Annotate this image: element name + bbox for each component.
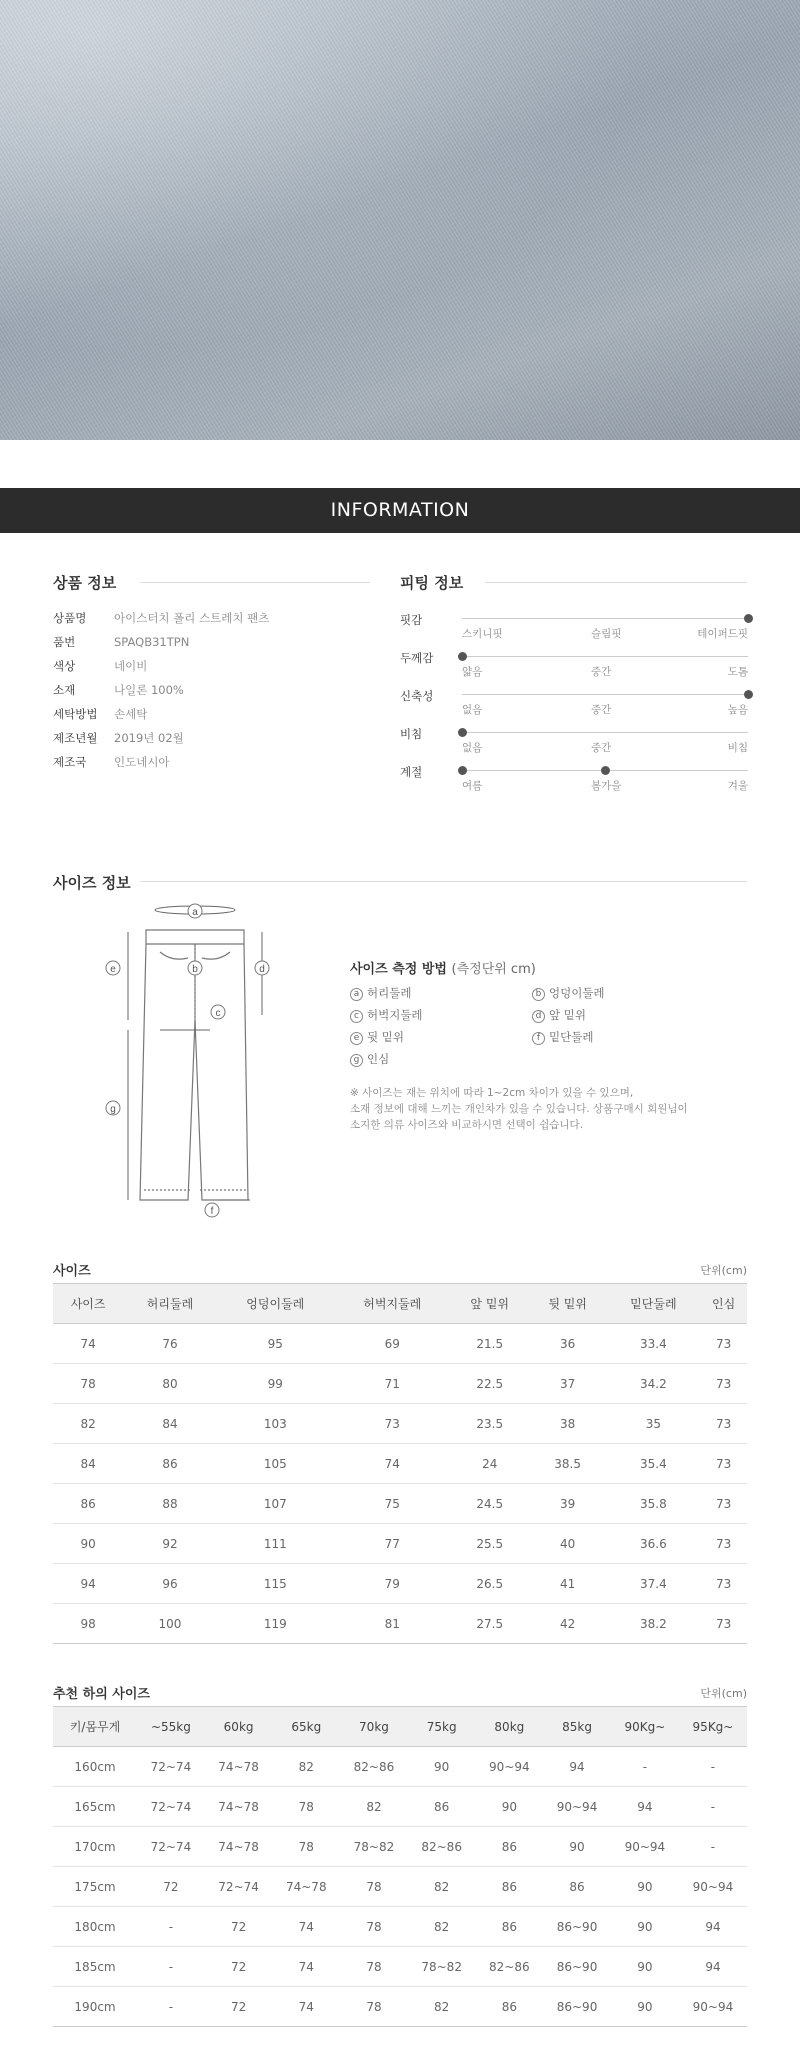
table-cell: 38 <box>529 1404 607 1444</box>
table-cell: 82 <box>408 1907 476 1947</box>
table-cell: 72~74 <box>205 1867 273 1907</box>
column-header: 앞 밑위 <box>451 1284 529 1324</box>
fitting-key: 두께감 <box>400 651 434 665</box>
table-cell: 86 <box>123 1444 217 1484</box>
table-cell: 73 <box>700 1604 747 1644</box>
table-cell: 77 <box>334 1524 451 1564</box>
table-cell: 73 <box>334 1404 451 1444</box>
table-cell: 78~82 <box>408 1947 476 1987</box>
table-cell: 74~78 <box>205 1747 273 1787</box>
table-cell: 88 <box>123 1484 217 1524</box>
table-cell: 81 <box>334 1604 451 1644</box>
fitting-scale-label: 없음 <box>462 742 483 754</box>
pants-measurement-diagram <box>100 900 290 1220</box>
size-table-row <box>53 1324 747 1364</box>
table-cell: 90~94 <box>611 1827 679 1867</box>
table-cell: 86 <box>476 1867 544 1907</box>
table-cell: 39 <box>529 1484 607 1524</box>
table-cell: 36 <box>529 1324 607 1364</box>
table-cell: 82 <box>340 1787 408 1827</box>
table-cell: 40 <box>529 1524 607 1564</box>
product-info-key: 색상 <box>53 659 76 673</box>
fabric-photo <box>0 0 800 440</box>
column-header: ~55kg <box>137 1707 205 1747</box>
table-header-row <box>53 1284 747 1324</box>
table-cell: 78 <box>340 1987 408 2027</box>
measurement-item-label: 인심 <box>367 1052 390 1066</box>
table-cell: 74 <box>53 1324 123 1364</box>
rec-table-unit: 단위(cm) <box>700 1687 747 1700</box>
table-cell: 86 <box>408 1787 476 1827</box>
measurement-item <box>532 1029 593 1045</box>
size-table-row <box>53 1484 747 1524</box>
fitting-key: 계절 <box>400 765 423 779</box>
rec-table-row <box>53 1907 747 1947</box>
measurement-item-label: 허리둘레 <box>367 986 412 1000</box>
column-header: 75kg <box>408 1707 476 1747</box>
product-info-row <box>53 730 184 746</box>
table-cell: 35.8 <box>607 1484 701 1524</box>
table-cell: 90 <box>611 1987 679 2027</box>
fitting-info-title: 피팅 정보 <box>400 574 464 592</box>
table-cell: - <box>137 1947 205 1987</box>
column-header: 사이즈 <box>53 1284 123 1324</box>
table-cell: 170cm <box>53 1827 137 1867</box>
rec-table-row <box>53 1827 747 1867</box>
table-cell: 82 <box>408 1867 476 1907</box>
table-cell: 72~74 <box>137 1747 205 1787</box>
diagram-label-a: a <box>192 907 198 918</box>
size-note-line: 소재 정보에 대해 느끼는 개인차가 있을 수 있습니다. 상품구매시 회원님이 <box>350 1103 688 1115</box>
product-info-key: 소재 <box>53 683 76 697</box>
table-cell: 90~94 <box>476 1747 544 1787</box>
table-cell: 74~78 <box>205 1827 273 1867</box>
fitting-key: 신축성 <box>400 689 434 703</box>
fitting-row <box>400 651 748 686</box>
table-cell: 90 <box>611 1907 679 1947</box>
table-cell: 86~90 <box>543 1907 611 1947</box>
rec-table-row <box>53 1867 747 1907</box>
product-info-value: SPAQB31TPN <box>114 635 190 649</box>
table-cell: 82~86 <box>476 1947 544 1987</box>
table-cell: 90 <box>53 1524 123 1564</box>
table-cell: 82~86 <box>340 1747 408 1787</box>
size-table-row <box>53 1604 747 1644</box>
table-cell: 72 <box>205 1947 273 1987</box>
fitting-row <box>400 613 748 648</box>
table-cell: 94 <box>543 1747 611 1787</box>
measurement-item <box>532 985 605 1001</box>
table-cell: 98 <box>53 1604 123 1644</box>
table-cell: 90 <box>611 1867 679 1907</box>
rec-table-row <box>53 1787 747 1827</box>
column-header: 엉덩이둘레 <box>217 1284 334 1324</box>
measurement-item <box>350 985 411 1001</box>
product-info-key: 상품명 <box>53 611 87 625</box>
product-info-key: 세탁방법 <box>53 707 98 721</box>
column-header: 65kg <box>272 1707 340 1747</box>
table-cell: 21.5 <box>451 1324 529 1364</box>
measurement-item <box>350 1007 423 1023</box>
rec-table-row <box>53 1987 747 2027</box>
table-cell: 86 <box>476 1907 544 1947</box>
table-cell: 78 <box>272 1787 340 1827</box>
table-cell: 86 <box>476 1827 544 1867</box>
table-cell: 37 <box>529 1364 607 1404</box>
table-cell: 73 <box>700 1524 747 1564</box>
table-cell: 115 <box>217 1564 334 1604</box>
fitting-scale-label: 중간 <box>591 666 612 678</box>
measurement-item <box>532 1007 586 1023</box>
fitting-key: 비침 <box>400 727 423 741</box>
fitting-scale-label: 얇음 <box>462 666 483 678</box>
table-cell: 185cm <box>53 1947 137 1987</box>
column-header: 허리둘레 <box>123 1284 217 1324</box>
table-cell: 111 <box>217 1524 334 1564</box>
product-info-key: 품번 <box>53 635 76 649</box>
table-cell: 90~94 <box>679 1987 747 2027</box>
table-cell: 78 <box>272 1827 340 1867</box>
column-header: 90Kg~ <box>611 1707 679 1747</box>
table-cell: - <box>679 1747 747 1787</box>
size-note-line: ※ 사이즈는 재는 위치에 따라 1~2cm 차이가 있을 수 있으며, <box>350 1087 634 1099</box>
product-info-value: 나일론 100% <box>114 683 184 697</box>
product-info-key: 제조년월 <box>53 731 98 745</box>
fitting-row <box>400 727 748 762</box>
product-info-key: 제조국 <box>53 755 87 769</box>
measurement-item <box>350 1029 404 1045</box>
rec-table-row <box>53 1747 747 1787</box>
product-info-title: 상품 정보 <box>53 574 117 592</box>
table-cell: 38.2 <box>607 1604 701 1644</box>
size-table-row <box>53 1444 747 1484</box>
table-cell: 76 <box>123 1324 217 1364</box>
table-cell: - <box>679 1827 747 1867</box>
size-info-title: 사이즈 정보 <box>53 874 131 892</box>
product-info-value: 인도네시아 <box>114 755 170 769</box>
table-cell: 90 <box>611 1947 679 1987</box>
table-cell: 69 <box>334 1324 451 1364</box>
fitting-scale-label: 비침 <box>727 742 748 754</box>
fitting-selected-dot <box>744 690 753 699</box>
product-info-value: 2019년 02월 <box>114 731 184 745</box>
column-header: 70kg <box>340 1707 408 1747</box>
measurement-letter-badge: b <box>532 988 545 1001</box>
column-header: 뒷 밑위 <box>529 1284 607 1324</box>
column-header: 80kg <box>476 1707 544 1747</box>
table-cell: 42 <box>529 1604 607 1644</box>
table-cell: 86 <box>476 1987 544 2027</box>
table-cell: 99 <box>217 1364 334 1404</box>
table-cell: 90~94 <box>679 1867 747 1907</box>
measurement-item-label: 엉덩이둘레 <box>549 986 605 1000</box>
table-cell: 22.5 <box>451 1364 529 1404</box>
size-table-unit: 단위(cm) <box>700 1264 747 1277</box>
measurement-letter-badge: a <box>350 988 363 1001</box>
column-header: 85kg <box>543 1707 611 1747</box>
table-cell: - <box>137 1987 205 2027</box>
divider <box>485 582 747 583</box>
measurement-item-label: 앞 밑위 <box>549 1008 586 1022</box>
recommended-size-table <box>53 1706 747 2027</box>
table-cell: 86~90 <box>543 1987 611 2027</box>
product-info-row <box>53 658 147 674</box>
table-cell: 84 <box>123 1404 217 1444</box>
table-cell: 82~86 <box>408 1827 476 1867</box>
table-cell: 86 <box>543 1867 611 1907</box>
measurement-letter-badge: f <box>532 1032 545 1045</box>
diagram-label-e: e <box>110 964 116 975</box>
table-cell: 26.5 <box>451 1564 529 1604</box>
table-cell: - <box>611 1747 679 1787</box>
fitting-scale-track <box>462 732 748 733</box>
table-cell: - <box>137 1907 205 1947</box>
fitting-key: 핏감 <box>400 613 423 627</box>
table-cell: 165cm <box>53 1787 137 1827</box>
table-cell: 24.5 <box>451 1484 529 1524</box>
fitting-scale-label: 중간 <box>591 742 612 754</box>
fitting-scale-label: 중간 <box>591 704 612 716</box>
table-cell: 73 <box>700 1364 747 1404</box>
fitting-scale-label: 슬림핏 <box>591 628 622 640</box>
fitting-scale-label: 테이퍼드핏 <box>697 628 748 640</box>
table-cell: 94 <box>53 1564 123 1604</box>
size-table <box>53 1283 747 1644</box>
fitting-selected-dot <box>601 766 610 775</box>
fitting-scale-label: 봄가을 <box>591 780 622 792</box>
measurement-item <box>350 1051 389 1067</box>
product-info-row <box>53 610 269 626</box>
fitting-scale-label: 겨울 <box>727 780 748 792</box>
table-cell: 82 <box>53 1404 123 1444</box>
table-cell: 25.5 <box>451 1524 529 1564</box>
table-cell: 72 <box>205 1987 273 2027</box>
table-cell: 72~74 <box>137 1787 205 1827</box>
table-cell: 74~78 <box>205 1787 273 1827</box>
table-cell: 94 <box>679 1907 747 1947</box>
table-header-row <box>53 1707 747 1747</box>
fitting-selected-dot <box>744 614 753 623</box>
product-info-row <box>53 754 170 770</box>
table-cell: 38.5 <box>529 1444 607 1484</box>
column-header: 허벅지둘레 <box>334 1284 451 1324</box>
table-cell: 78 <box>340 1867 408 1907</box>
table-cell: 82 <box>272 1747 340 1787</box>
diagram-label-g: g <box>110 1104 116 1115</box>
table-cell: 175cm <box>53 1867 137 1907</box>
table-cell: 190cm <box>53 1987 137 2027</box>
measurement-method-title: 사이즈 측정 방법 <box>350 962 447 977</box>
product-info-row <box>53 634 189 650</box>
column-header: 60kg <box>205 1707 273 1747</box>
product-info-value: 아이스터치 폴리 스트레치 팬츠 <box>114 611 270 625</box>
measurement-item-label: 밑단둘레 <box>549 1030 594 1044</box>
size-note <box>350 1085 770 1133</box>
table-cell: 78 <box>53 1364 123 1404</box>
table-cell: 84 <box>53 1444 123 1484</box>
table-cell: 92 <box>123 1524 217 1564</box>
column-header: 인심 <box>700 1284 747 1324</box>
measurement-letter-badge: e <box>350 1032 363 1045</box>
table-cell: 94 <box>611 1787 679 1827</box>
table-cell: 36.6 <box>607 1524 701 1564</box>
table-cell: 74 <box>272 1987 340 2027</box>
table-cell: 90 <box>476 1787 544 1827</box>
fitting-scale-track <box>462 656 748 657</box>
table-cell: - <box>679 1787 747 1827</box>
fitting-selected-dot <box>458 652 467 661</box>
table-cell: 73 <box>700 1484 747 1524</box>
table-cell: 73 <box>700 1404 747 1444</box>
divider <box>140 881 747 882</box>
fitting-row <box>400 765 748 800</box>
table-cell: 73 <box>700 1564 747 1604</box>
product-info-value: 손세탁 <box>114 707 148 721</box>
column-header: 밑단둘레 <box>607 1284 701 1324</box>
fitting-row <box>400 689 748 724</box>
size-note-line: 소지한 의류 사이즈와 비교하시면 선택이 쉽습니다. <box>350 1119 584 1131</box>
diagram-label-d: d <box>259 964 265 975</box>
table-cell: 41 <box>529 1564 607 1604</box>
fitting-scale-track <box>462 694 748 695</box>
table-cell: 72 <box>205 1907 273 1947</box>
size-table-row <box>53 1404 747 1444</box>
fitting-scale-track <box>462 618 748 619</box>
size-table-title: 사이즈 <box>53 1264 91 1279</box>
product-info-row <box>53 682 184 698</box>
divider <box>140 582 370 583</box>
table-cell: 90~94 <box>543 1787 611 1827</box>
measurement-letter-badge: c <box>350 1010 363 1023</box>
measurement-method <box>350 958 770 977</box>
table-cell: 74 <box>334 1444 451 1484</box>
measurement-unit: (측정단위 cm) <box>451 962 536 977</box>
table-cell: 37.4 <box>607 1564 701 1604</box>
table-cell: 80 <box>123 1364 217 1404</box>
fitting-scale-label: 없음 <box>462 704 483 716</box>
fitting-selected-dot <box>458 766 467 775</box>
measurement-letter-badge: d <box>532 1010 545 1023</box>
table-cell: 160cm <box>53 1747 137 1787</box>
information-banner: INFORMATION <box>0 488 800 533</box>
column-header: 95Kg~ <box>679 1707 747 1747</box>
table-cell: 107 <box>217 1484 334 1524</box>
table-cell: 86~90 <box>543 1947 611 1987</box>
table-cell: 78~82 <box>340 1827 408 1867</box>
table-cell: 78 <box>340 1947 408 1987</box>
table-cell: 119 <box>217 1604 334 1644</box>
table-cell: 34.2 <box>607 1364 701 1404</box>
diagram-label-f: f <box>210 1206 214 1217</box>
fitting-scale-label: 도톰 <box>727 666 748 678</box>
table-cell: 94 <box>679 1947 747 1987</box>
table-cell: 90 <box>408 1747 476 1787</box>
table-cell: 35 <box>607 1404 701 1444</box>
rec-table-row <box>53 1947 747 1987</box>
table-cell: 180cm <box>53 1907 137 1947</box>
diagram-label-b: b <box>192 964 198 975</box>
diagram-label-c: c <box>215 1008 221 1019</box>
table-cell: 33.4 <box>607 1324 701 1364</box>
size-table-row <box>53 1364 747 1404</box>
table-cell: 96 <box>123 1564 217 1604</box>
measurement-item-label: 뒷 밑위 <box>367 1030 404 1044</box>
size-table-row <box>53 1524 747 1564</box>
measurement-item-label: 허벅지둘레 <box>367 1008 423 1022</box>
table-cell: 75 <box>334 1484 451 1524</box>
table-cell: 72 <box>137 1867 205 1907</box>
table-cell: 74 <box>272 1907 340 1947</box>
table-cell: 73 <box>700 1324 747 1364</box>
table-cell: 79 <box>334 1564 451 1604</box>
table-cell: 90 <box>543 1827 611 1867</box>
table-cell: 35.4 <box>607 1444 701 1484</box>
fitting-selected-dot <box>458 728 467 737</box>
table-cell: 82 <box>408 1987 476 2027</box>
table-cell: 105 <box>217 1444 334 1484</box>
table-cell: 73 <box>700 1444 747 1484</box>
table-cell: 72~74 <box>137 1827 205 1867</box>
measurement-letter-badge: g <box>350 1054 363 1067</box>
table-cell: 100 <box>123 1604 217 1644</box>
product-info-row <box>53 706 147 722</box>
fitting-scale-label: 여름 <box>462 780 483 792</box>
table-cell: 74~78 <box>272 1867 340 1907</box>
size-table-row <box>53 1564 747 1604</box>
column-header: 키/몸무게 <box>53 1707 137 1747</box>
fitting-scale-label: 스키니핏 <box>462 628 503 640</box>
rec-table-title: 추천 하의 사이즈 <box>53 1687 150 1702</box>
table-cell: 103 <box>217 1404 334 1444</box>
product-info-value: 네이비 <box>114 659 148 673</box>
table-cell: 95 <box>217 1324 334 1364</box>
table-cell: 27.5 <box>451 1604 529 1644</box>
table-cell: 86 <box>53 1484 123 1524</box>
table-cell: 23.5 <box>451 1404 529 1444</box>
table-cell: 24 <box>451 1444 529 1484</box>
fitting-scale-label: 높음 <box>727 704 748 716</box>
table-cell: 78 <box>340 1907 408 1947</box>
table-cell: 71 <box>334 1364 451 1404</box>
table-cell: 74 <box>272 1947 340 1987</box>
